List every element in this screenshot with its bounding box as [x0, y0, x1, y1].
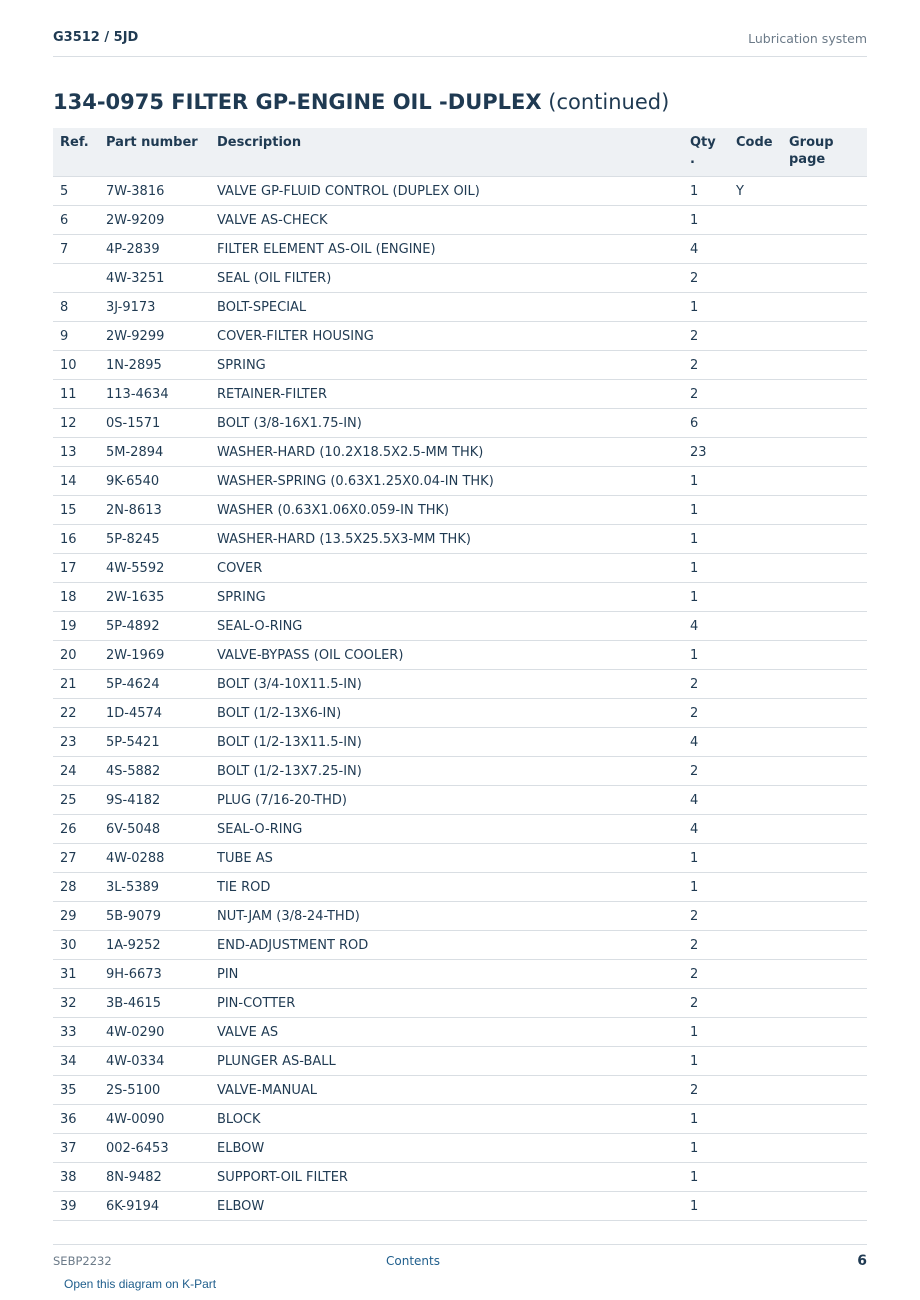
parts-table-header [53, 128, 867, 177]
table-row [53, 554, 867, 583]
group-page-cell [789, 467, 867, 496]
table-row [53, 960, 867, 989]
table-row [53, 902, 867, 931]
part-number-cell: 9H-6673 [106, 960, 217, 989]
part-number-cell: 6K-9194 [106, 1192, 217, 1221]
qty-cell: 1 [690, 641, 736, 670]
group-page-cell [789, 873, 867, 902]
page-title [53, 90, 669, 114]
code-cell [736, 612, 789, 641]
part-number-cell: 002-6453 [106, 1134, 217, 1163]
code-cell [736, 757, 789, 786]
qty-cell: 2 [690, 989, 736, 1018]
table-row [53, 438, 867, 467]
part-number-cell: 4W-0288 [106, 844, 217, 873]
description-cell: COVER [217, 554, 690, 583]
qty-cell: 2 [690, 960, 736, 989]
group-page-cell [789, 641, 867, 670]
description-cell: BOLT (1/2-13X6-IN) [217, 699, 690, 728]
ref-cell: 17 [53, 554, 106, 583]
description-cell: PLUG (7/16-20-THD) [217, 786, 690, 815]
group-page-cell [789, 1047, 867, 1076]
ref-cell: 10 [53, 351, 106, 380]
code-cell [736, 844, 789, 873]
qty-cell: 1 [690, 1018, 736, 1047]
table-row [53, 815, 867, 844]
table-row [53, 641, 867, 670]
group-page-cell [789, 1018, 867, 1047]
description-cell: FILTER ELEMENT AS-OIL (ENGINE) [217, 235, 690, 264]
table-row [53, 322, 867, 351]
code-cell [736, 496, 789, 525]
description-cell: PIN [217, 960, 690, 989]
code-cell [736, 409, 789, 438]
code-cell [736, 322, 789, 351]
ref-cell: 18 [53, 583, 106, 612]
group-page-cell [789, 293, 867, 322]
ref-cell: 16 [53, 525, 106, 554]
code-cell [736, 438, 789, 467]
group-page-cell [789, 206, 867, 235]
group-page-cell [789, 844, 867, 873]
qty-cell: 1 [690, 583, 736, 612]
part-number-cell: 2S-5100 [106, 1076, 217, 1105]
group-page-cell [789, 177, 867, 206]
table-row [53, 1047, 867, 1076]
part-number-cell: 4W-3251 [106, 264, 217, 293]
description-cell: VALVE GP-FLUID CONTROL (DUPLEX OIL) [217, 177, 690, 206]
qty-cell: 23 [690, 438, 736, 467]
description-cell: SEAL-O-RING [217, 612, 690, 641]
table-row [53, 1163, 867, 1192]
group-page-cell [789, 1192, 867, 1221]
ref-cell: 32 [53, 989, 106, 1018]
table-row [53, 670, 867, 699]
kpart-link[interactable]: Open this diagram on K-Part [64, 1277, 217, 1291]
ref-cell: 13 [53, 438, 106, 467]
code-cell [736, 525, 789, 554]
description-cell: PLUNGER AS-BALL [217, 1047, 690, 1076]
ref-cell: 5 [53, 177, 106, 206]
part-number-cell: 4W-0290 [106, 1018, 217, 1047]
part-number-cell: 4S-5882 [106, 757, 217, 786]
parts-table-body [53, 177, 867, 1221]
ref-cell: 31 [53, 960, 106, 989]
ref-cell: 19 [53, 612, 106, 641]
ref-cell: 26 [53, 815, 106, 844]
code-cell [736, 380, 789, 409]
description-cell: VALVE AS [217, 1018, 690, 1047]
group-page-cell [789, 931, 867, 960]
col-code-header: Code [736, 135, 773, 150]
ref-cell: 22 [53, 699, 106, 728]
group-page-cell [789, 960, 867, 989]
header-row [53, 128, 867, 177]
code-cell [736, 351, 789, 380]
code-cell [736, 264, 789, 293]
ref-cell: 14 [53, 467, 106, 496]
code-cell [736, 206, 789, 235]
ref-cell: 36 [53, 1105, 106, 1134]
part-number-cell: 1D-4574 [106, 699, 217, 728]
code-cell [736, 873, 789, 902]
part-number-cell: 2W-9209 [106, 206, 217, 235]
description-cell: SPRING [217, 351, 690, 380]
qty-cell: 1 [690, 525, 736, 554]
part-number-cell: 4W-5592 [106, 554, 217, 583]
group-page-cell [789, 902, 867, 931]
table-row [53, 728, 867, 757]
section-label: Lubrication system [748, 31, 867, 46]
qty-cell: 2 [690, 1076, 736, 1105]
qty-cell: 6 [690, 409, 736, 438]
group-page-cell [789, 525, 867, 554]
ref-cell: 25 [53, 786, 106, 815]
group-page-cell [789, 264, 867, 293]
description-cell: PIN-COTTER [217, 989, 690, 1018]
table-row [53, 380, 867, 409]
page-title-main: 134-0975 FILTER GP-ENGINE OIL -DUPLEX [53, 90, 542, 114]
ref-cell: 9 [53, 322, 106, 351]
code-cell [736, 1192, 789, 1221]
qty-cell: 4 [690, 815, 736, 844]
description-cell: VALVE-MANUAL [217, 1076, 690, 1105]
part-number-cell: 5P-5421 [106, 728, 217, 757]
contents-link[interactable]: Contents [386, 1254, 440, 1268]
ref-cell: 33 [53, 1018, 106, 1047]
part-number-cell: 5P-4892 [106, 612, 217, 641]
description-cell: WASHER-HARD (13.5X25.5X3-MM THK) [217, 525, 690, 554]
qty-cell: 4 [690, 728, 736, 757]
group-page-cell [789, 1134, 867, 1163]
part-number-cell: 9K-6540 [106, 467, 217, 496]
group-page-cell [789, 235, 867, 264]
table-row [53, 1192, 867, 1221]
code-cell [736, 1018, 789, 1047]
part-number-cell: 4W-0090 [106, 1105, 217, 1134]
description-cell: VALVE AS-CHECK [217, 206, 690, 235]
code-cell [736, 960, 789, 989]
code-cell [736, 583, 789, 612]
group-page-cell [789, 815, 867, 844]
code-cell [736, 989, 789, 1018]
table-row [53, 1018, 867, 1047]
part-number-cell: 8N-9482 [106, 1163, 217, 1192]
ref-cell: 24 [53, 757, 106, 786]
ref-cell: 6 [53, 206, 106, 235]
part-number-cell: 2N-8613 [106, 496, 217, 525]
part-number-cell: 5M-2894 [106, 438, 217, 467]
table-row [53, 844, 867, 873]
group-page-cell [789, 1105, 867, 1134]
part-number-cell: 4P-2839 [106, 235, 217, 264]
ref-cell: 21 [53, 670, 106, 699]
description-cell: BOLT (3/4-10X11.5-IN) [217, 670, 690, 699]
table-row [53, 786, 867, 815]
description-cell: BLOCK [217, 1105, 690, 1134]
ref-cell: 12 [53, 409, 106, 438]
table-row [53, 1076, 867, 1105]
qty-cell: 1 [690, 873, 736, 902]
qty-cell: 1 [690, 1105, 736, 1134]
table-row [53, 235, 867, 264]
qty-cell: 2 [690, 322, 736, 351]
description-cell: BOLT-SPECIAL [217, 293, 690, 322]
ref-cell: 15 [53, 496, 106, 525]
description-cell: COVER-FILTER HOUSING [217, 322, 690, 351]
description-cell: END-ADJUSTMENT ROD [217, 931, 690, 960]
group-page-cell [789, 670, 867, 699]
code-cell [736, 1134, 789, 1163]
ref-cell: 27 [53, 844, 106, 873]
description-cell: TIE ROD [217, 873, 690, 902]
qty-cell: 1 [690, 206, 736, 235]
table-row [53, 496, 867, 525]
code-cell [736, 786, 789, 815]
code-cell [736, 1163, 789, 1192]
qty-cell: 2 [690, 264, 736, 293]
description-cell: ELBOW [217, 1134, 690, 1163]
ref-cell: 7 [53, 235, 106, 264]
code-cell [736, 641, 789, 670]
qty-cell: 1 [690, 844, 736, 873]
ref-cell: 23 [53, 728, 106, 757]
qty-cell: 2 [690, 699, 736, 728]
qty-cell: 1 [690, 1134, 736, 1163]
table-row [53, 525, 867, 554]
description-cell: NUT-JAM (3/8-24-THD) [217, 902, 690, 931]
code-cell [736, 293, 789, 322]
group-page-cell [789, 728, 867, 757]
code-cell [736, 931, 789, 960]
ref-cell: 37 [53, 1134, 106, 1163]
table-row [53, 989, 867, 1018]
col-group-header-line1: Group [789, 135, 834, 150]
col-qty-header [690, 128, 736, 177]
group-page-cell [789, 989, 867, 1018]
qty-cell: 2 [690, 902, 736, 931]
parts-table [53, 128, 867, 1221]
description-cell: SUPPORT-OIL FILTER [217, 1163, 690, 1192]
page-header [53, 28, 867, 57]
group-page-cell [789, 583, 867, 612]
part-number-cell: 2W-1969 [106, 641, 217, 670]
group-page-cell [789, 496, 867, 525]
code-cell [736, 1047, 789, 1076]
table-row [53, 351, 867, 380]
description-cell: SEAL (OIL FILTER) [217, 264, 690, 293]
table-row [53, 206, 867, 235]
part-number-cell: 113-4634 [106, 380, 217, 409]
description-cell: RETAINER-FILTER [217, 380, 690, 409]
group-page-cell [789, 1076, 867, 1105]
qty-cell: 4 [690, 612, 736, 641]
ref-cell: 8 [53, 293, 106, 322]
group-page-cell [789, 351, 867, 380]
qty-cell: 4 [690, 786, 736, 815]
group-page-cell [789, 757, 867, 786]
description-cell: WASHER (0.63X1.06X0.059-IN THK) [217, 496, 690, 525]
part-number-cell: 7W-3816 [106, 177, 217, 206]
description-cell: WASHER-SPRING (0.63X1.25X0.04-IN THK) [217, 467, 690, 496]
code-cell [736, 699, 789, 728]
col-ref-header: Ref. [60, 135, 89, 150]
description-cell: ELBOW [217, 1192, 690, 1221]
description-cell: BOLT (1/2-13X7.25-IN) [217, 757, 690, 786]
code-cell [736, 815, 789, 844]
group-page-cell [789, 786, 867, 815]
table-row [53, 177, 867, 206]
page-title-suffix: (continued) [541, 90, 670, 114]
table-row [53, 612, 867, 641]
ref-cell: 28 [53, 873, 106, 902]
part-number-cell: 2W-1635 [106, 583, 217, 612]
table-row [53, 873, 867, 902]
part-number-cell: 5B-9079 [106, 902, 217, 931]
qty-cell: 2 [690, 380, 736, 409]
group-page-cell [789, 612, 867, 641]
group-page-cell [789, 1163, 867, 1192]
model-label: G3512 / 5JD [53, 30, 139, 45]
code-cell [736, 728, 789, 757]
qty-cell: 1 [690, 496, 736, 525]
table-row [53, 1105, 867, 1134]
code-cell [736, 670, 789, 699]
code-cell: Y [736, 177, 789, 206]
qty-cell: 1 [690, 177, 736, 206]
table-row [53, 293, 867, 322]
code-cell [736, 902, 789, 931]
qty-cell: 2 [690, 757, 736, 786]
qty-cell: 1 [690, 1047, 736, 1076]
qty-cell: 1 [690, 293, 736, 322]
table-row [53, 409, 867, 438]
ref-cell [53, 264, 106, 293]
description-cell: SEAL-O-RING [217, 815, 690, 844]
qty-cell: 2 [690, 670, 736, 699]
ref-cell: 39 [53, 1192, 106, 1221]
table-row [53, 264, 867, 293]
ref-cell: 11 [53, 380, 106, 409]
description-cell: VALVE-BYPASS (OIL COOLER) [217, 641, 690, 670]
table-row [53, 931, 867, 960]
description-cell: BOLT (1/2-13X11.5-IN) [217, 728, 690, 757]
col-qty-header-line1: Qty [690, 135, 716, 150]
part-number-cell: 5P-4624 [106, 670, 217, 699]
col-part-number-header: Part number [106, 135, 198, 150]
description-cell: WASHER-HARD (10.2X18.5X2.5-MM THK) [217, 438, 690, 467]
part-number-cell: 9S-4182 [106, 786, 217, 815]
part-number-cell: 3J-9173 [106, 293, 217, 322]
col-qty-header-line2: . [690, 152, 695, 167]
ref-cell: 35 [53, 1076, 106, 1105]
code-cell [736, 1076, 789, 1105]
part-number-cell: 2W-9299 [106, 322, 217, 351]
group-page-cell [789, 409, 867, 438]
qty-cell: 1 [690, 1192, 736, 1221]
qty-cell: 2 [690, 931, 736, 960]
ref-cell: 38 [53, 1163, 106, 1192]
table-row [53, 583, 867, 612]
code-cell [736, 467, 789, 496]
col-group-header-line2: page [789, 152, 826, 167]
qty-cell: 1 [690, 1163, 736, 1192]
part-number-cell: 3B-4615 [106, 989, 217, 1018]
col-group-page-header [789, 128, 867, 177]
ref-cell: 29 [53, 902, 106, 931]
page-number: 6 [857, 1253, 867, 1269]
description-cell: SPRING [217, 583, 690, 612]
table-row [53, 699, 867, 728]
ref-cell: 34 [53, 1047, 106, 1076]
part-number-cell: 6V-5048 [106, 815, 217, 844]
group-page-cell [789, 322, 867, 351]
qty-cell: 4 [690, 235, 736, 264]
ref-cell: 20 [53, 641, 106, 670]
col-description-header: Description [217, 135, 302, 150]
code-cell [736, 1105, 789, 1134]
description-cell: TUBE AS [217, 844, 690, 873]
table-row [53, 757, 867, 786]
document-id: SEBP2232 [53, 1254, 112, 1268]
group-page-cell [789, 380, 867, 409]
qty-cell: 2 [690, 351, 736, 380]
qty-cell: 1 [690, 554, 736, 583]
group-page-cell [789, 438, 867, 467]
table-row [53, 467, 867, 496]
group-page-cell [789, 554, 867, 583]
table-row [53, 1134, 867, 1163]
qty-cell: 1 [690, 467, 736, 496]
code-cell [736, 235, 789, 264]
group-page-cell [789, 699, 867, 728]
ref-cell: 30 [53, 931, 106, 960]
part-number-cell: 1N-2895 [106, 351, 217, 380]
part-number-cell: 5P-8245 [106, 525, 217, 554]
code-cell [736, 554, 789, 583]
part-number-cell: 4W-0334 [106, 1047, 217, 1076]
part-number-cell: 1A-9252 [106, 931, 217, 960]
description-cell: BOLT (3/8-16X1.75-IN) [217, 409, 690, 438]
part-number-cell: 0S-1571 [106, 409, 217, 438]
part-number-cell: 3L-5389 [106, 873, 217, 902]
